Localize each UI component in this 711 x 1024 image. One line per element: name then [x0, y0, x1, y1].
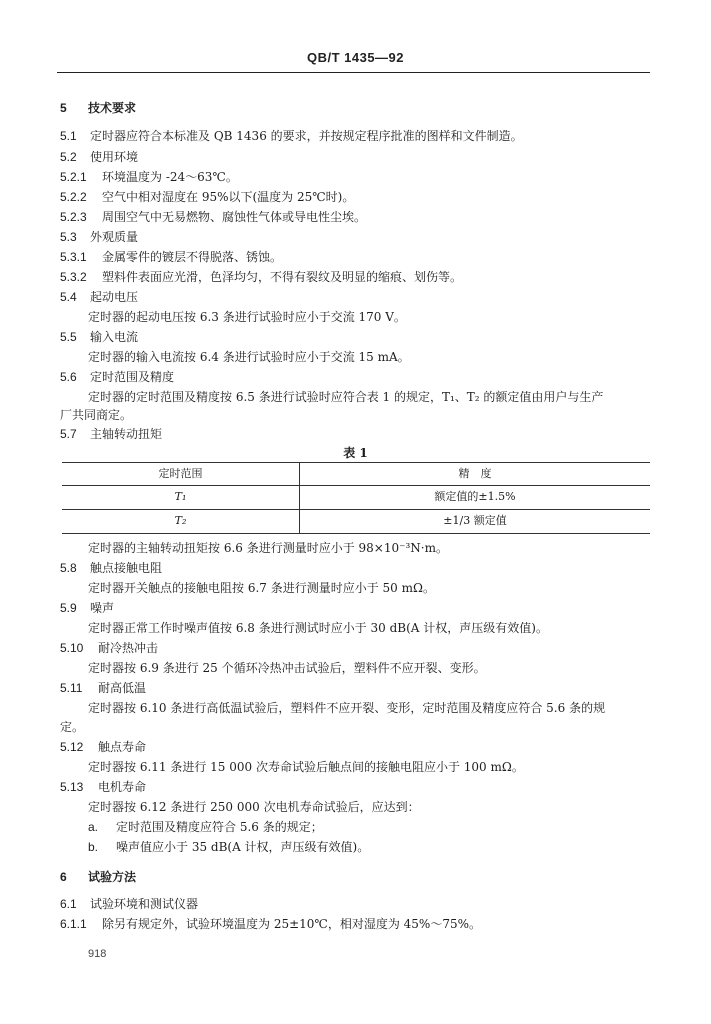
list-item: a. 定时范围及精度应符合 5.6 条的规定； [88, 820, 323, 834]
table-bottom-rule [62, 533, 650, 534]
clause-body: 厂共同商定。 [60, 408, 133, 422]
table-row-rule [62, 509, 650, 510]
clause: 5.3.2 塑料件表面应光滑，色泽均匀，不得有裂纹及明显的缩痕、划伤等。 [60, 270, 463, 284]
clause-body: 定时器的定时范围及精度按 6.5 条进行试验时应符合表 1 的规定，T₁、T₂ 的额定值由用户与生产 [88, 390, 604, 404]
section-heading: 5 技术要求 [60, 101, 137, 115]
table-header-cell: 定时范围 [158, 467, 203, 480]
clause-heading: 5.11 耐高低温 [60, 681, 147, 695]
section-heading: 6 试验方法 [60, 870, 137, 884]
clause-heading: 6.1 试验环境和测试仪器 [60, 897, 199, 911]
clause-heading: 5.2 使用环境 [60, 150, 139, 164]
table-cell: T₁ [174, 490, 187, 503]
table-header-rule [62, 485, 650, 486]
clause-body: 定。 [60, 720, 85, 734]
header-rule [57, 72, 650, 73]
clause-heading: 5.10 耐冷热冲击 [60, 641, 159, 655]
clause: 5.3.1 金属零件的镀层不得脱落、锈蚀。 [60, 250, 283, 264]
clause: 5.2.2 空气中相对湿度在 95%以下(温度为 25℃时)。 [60, 190, 355, 204]
clause-heading: 5.3 外观质量 [60, 230, 139, 244]
table-cell: 额定值的±1.5% [434, 490, 516, 503]
table-top-rule [62, 462, 650, 463]
list-item: b. 噪声值应小于 35 dB(A 计权，声压级有效值)。 [88, 840, 370, 854]
clause-heading: 5.12 触点寿命 [60, 740, 147, 754]
clause-heading: 5.4 起动电压 [60, 290, 139, 304]
clause-body: 定时器正常工作时噪声值按 6.8 条进行测试时应小于 30 dB(A 计权，声压级有效值)。 [88, 621, 548, 635]
table-title: 表 1 [343, 446, 368, 460]
clause-heading: 5.5 输入电流 [60, 330, 139, 344]
clause-heading: 5.8 触点接触电阻 [60, 561, 163, 575]
clause-body: 定时器按 6.9 条进行 25 个循环冷热冲击试验后，塑料件不应开裂、变形。 [88, 661, 486, 675]
page-number: 918 [88, 948, 107, 960]
clause-heading: 5.9 噪声 [60, 601, 115, 615]
clause-body: 定时器的输入电流按 6.4 条进行试验时应小于交流 15 mA。 [88, 350, 410, 364]
clause: 5.1 定时器应符合本标准及 QB 1436 的要求，并按规定程序批准的图样和文件制造。 [60, 129, 523, 143]
clause-body: 定时器的起动电压按 6.3 条进行试验时应小于交流 170 V。 [88, 310, 406, 324]
clause: 6.1.1 除另有规定外，试验环境温度为 25±10℃，相对湿度为 45%～75%。 [60, 917, 481, 931]
clause-body: 定时器按 6.12 条进行 250 000 次电机寿命试验后，应达到： [88, 800, 420, 814]
clause-heading: 5.7 主轴转动扭矩 [60, 427, 163, 441]
table-cell: T₂ [174, 514, 187, 527]
clause-heading: 5.13 电机寿命 [60, 780, 147, 794]
clause: 5.2.1 环境温度为 -24～63℃。 [60, 170, 238, 184]
clause-body: 定时器按 6.11 条进行 15 000 次寿命试验后触点间的接触电阻应小于 100 mΩ。 [88, 760, 524, 774]
document-header: QB/T 1435—92 [306, 50, 405, 65]
table-cell: ±1/3 额定值 [443, 514, 507, 527]
table-header-cell: 精 度 [458, 467, 492, 480]
clause-body: 定时器的主轴转动扭矩按 6.6 条进行测量时应小于 98×10⁻³N·m。 [88, 541, 448, 555]
clause-body: 定时器开关触点的接触电阻按 6.7 条进行测量时应小于 50 mΩ。 [88, 581, 435, 595]
clause-heading: 5.6 定时范围及精度 [60, 370, 175, 384]
clause-body: 定时器按 6.10 条进行高低温试验后，塑料件不应开裂、变形，定时范围及精度应符合 5.6 条的规 [88, 701, 606, 715]
clause: 5.2.3 周围空气中无易燃物、腐蚀性气体或导电性尘埃。 [60, 210, 367, 224]
